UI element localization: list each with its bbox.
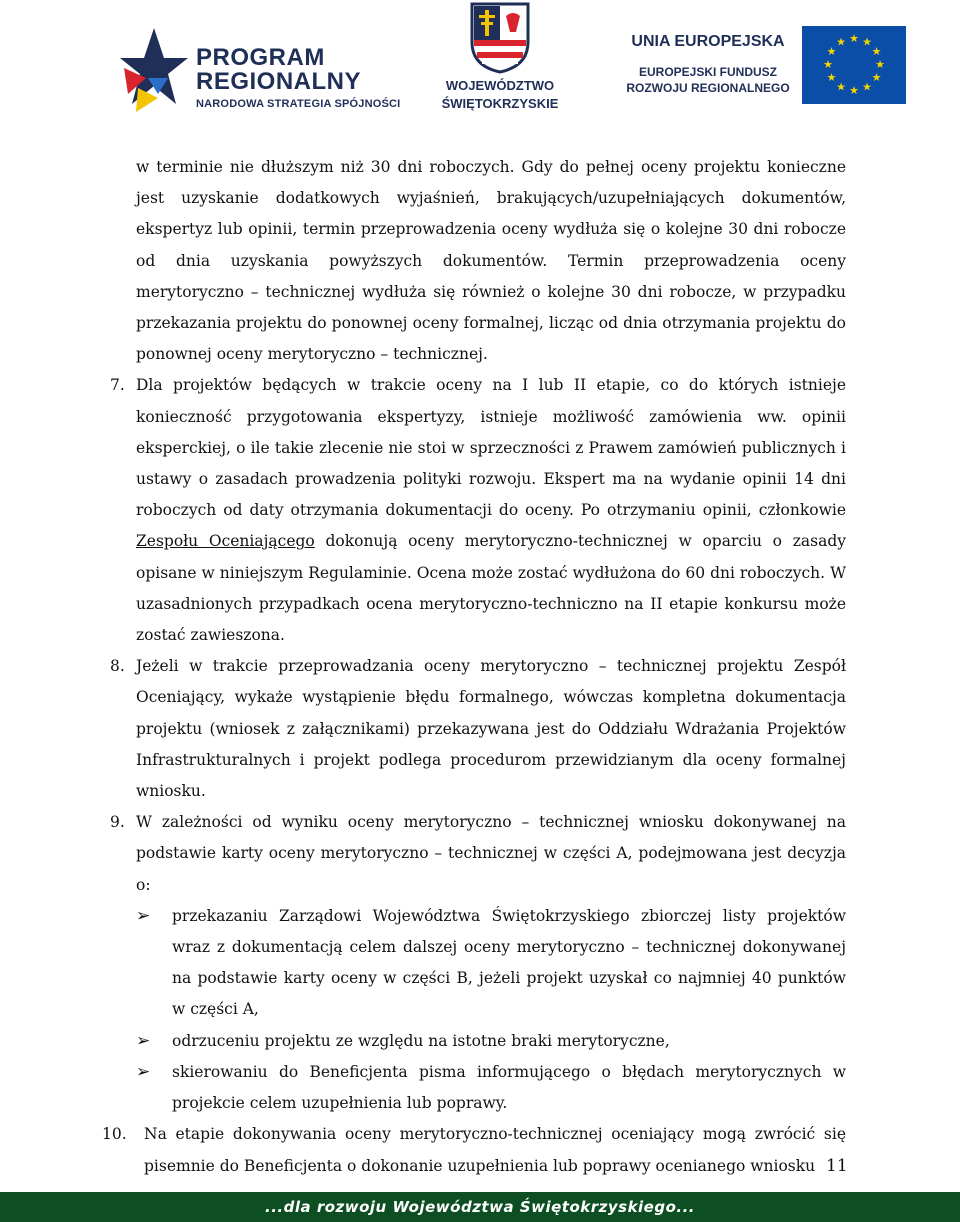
bullet-item (136, 901, 846, 1026)
paragraph-continuation: w terminie nie dłuższym niż 30 dni roboczych. Gdy do pełnej oceny projektu konieczne jest uzyskanie dodatkowych wyjaśnień, brakujących/uzupełniających dokumentów, ekspertyz lub opinii, termin przeprowadzenia oceny wydłuża się o kolejne 30 dni robocze od dnia uzyskania powyższych dokumentów. Termin przeprowadzenia oceny merytoryczno – technicznej wydłuża się również o kolejne 30 dni robocze, w przypadku przekazania projektu do ponownej oceny formalnej, licząc od dnia otrzymania projektu do ponownej oceny merytoryczno – technicznej. (136, 158, 846, 364)
eu-line2: EUROPEJSKI FUNDUSZ (638, 65, 778, 79)
item-number: 8. (110, 657, 125, 676)
list-item-7 (110, 370, 846, 651)
svg-text:★: ★ (849, 32, 859, 45)
item10-text: Na etapie dokonywania oceny merytoryczno-technicznej oceniający mogą zwrócić się pisemnie do Beneficjenta o dokonanie uzupełnienia lub poprawy ocenianego wniosku (144, 1125, 846, 1175)
wojewodztwo-logo (440, 2, 560, 116)
svg-text:★: ★ (875, 58, 885, 71)
arrow-bullet-icon: ➢ (136, 1030, 151, 1051)
bullet-item (136, 1057, 846, 1119)
eu-flag-icon (802, 26, 906, 104)
page-header (0, 0, 960, 124)
arrow-bullet-icon: ➢ (136, 1061, 151, 1082)
item8-text: Jeżeli w trakcie przeprowadzania oceny merytoryczno – technicznej projektu Zespół Oceniający, wykaże wystąpienie błędu formalnego, wówczas kompletna dokumentacja projektu (wniosek z załącznikami) przekazywana jest do Oddziału Wdrażania Projektów Infrastrukturalnych i projekt podlega procedurom przewidzianym dla oceny formalnej wniosku. (136, 657, 846, 801)
item9-text: W zależności od wyniku oceny merytoryczno – technicznej wniosku dokonywanej na podstawie karty oceny merytoryczno – technicznej w części A, podejmowana jest decyzja o: (136, 813, 846, 894)
list-item-8 (110, 651, 846, 807)
program-text (196, 46, 400, 110)
item-number: 9. (110, 813, 125, 832)
svg-text:★: ★ (823, 58, 833, 71)
bullet-text: skierowaniu do Beneficjenta pisma informującego o błędach merytorycznych w projekcie celem uzupełnienia lub poprawy. (172, 1062, 846, 1113)
svg-text:★: ★ (836, 80, 846, 94)
svg-text:★: ★ (826, 71, 837, 84)
program-star-icon (118, 24, 190, 116)
item7-text-b: dokonują oceny merytoryczno-technicznej w oparciu o zasady opisane w niniejszym Regulaminie. Ocena może zostać wydłużona do 60 dni roboczych. W uzasadnionych przypadkach ocena merytoryczno-techniczno na II etapie konkursu może zostać zawieszona. (136, 532, 846, 645)
program-regionalny-logo (118, 24, 418, 116)
program-line2: REGIONALNY (196, 68, 362, 95)
arrow-bullet-icon: ➢ (136, 905, 151, 926)
item-number: 7. (110, 376, 125, 395)
eu-line3: ROZWOJU REGIONALNEGO (626, 81, 790, 95)
item-number: 10. (102, 1125, 127, 1144)
woj-line1: WOJEWÓDZTWO (445, 78, 555, 93)
list-item-9 (110, 807, 846, 901)
list-item-10 (102, 1119, 846, 1181)
woj-line2: ŚWIĘTOKRZYSKIE (441, 96, 559, 111)
bullet-text: przekazaniu Zarządowi Województwa Świętokrzyskiego zbiorczej listy projektów wraz z dokumentacją celem dalszej oceny merytoryczno – technicznej dokonywanej na podstawie karty oceny w części B, jeżeli projekt uzyskał co najmniej 40 punktów w części A, (172, 906, 846, 1019)
zespol-oceniajacego-link[interactable]: Zespołu Oceniającego (136, 532, 315, 551)
eu-line1: UNIA EUROPEJSKA (631, 33, 785, 50)
svg-text:★: ★ (862, 35, 872, 49)
document-body (102, 152, 846, 1182)
page-number: 11 (826, 1156, 848, 1176)
bullet-item (136, 1026, 846, 1057)
program-line1: PROGRAM (196, 44, 325, 71)
svg-text:★: ★ (862, 80, 872, 94)
svg-text:★: ★ (871, 71, 882, 84)
svg-text:★: ★ (871, 45, 882, 58)
eu-logo (618, 32, 938, 116)
eu-text (618, 32, 798, 96)
page-footer (0, 1192, 960, 1222)
bullet-text: odrzuceniu projektu ze względu na istotne braki merytoryczne, (172, 1031, 670, 1050)
footer-slogan: ...dla rozwoju Województwa Świętokrzyskiego... (265, 1198, 695, 1216)
svg-text:★: ★ (836, 35, 846, 49)
program-line3: NARODOWA STRATEGIA SPÓJNOŚCI (196, 98, 401, 110)
svg-text:★: ★ (849, 84, 859, 97)
crest-icon (470, 2, 530, 74)
svg-text:★: ★ (826, 45, 837, 58)
item7-text-a: Dla projektów będących w trakcie oceny na I lub II etapie, co do których istnieje konieczność przygotowania ekspertyzy, istnieje możliwość zamówienia ww. opinii eksperckiej, o ile takie zlecenie nie stoi w sprzeczności z Prawem zamówień publicznych i ustawy o zasadach prowadzenia polityki rozwoju. Ekspert ma na wydanie opinii 14 dni roboczych od daty otrzymania dokumentacji do oceny. Po otrzymaniu opinii, członkowie (136, 376, 846, 520)
